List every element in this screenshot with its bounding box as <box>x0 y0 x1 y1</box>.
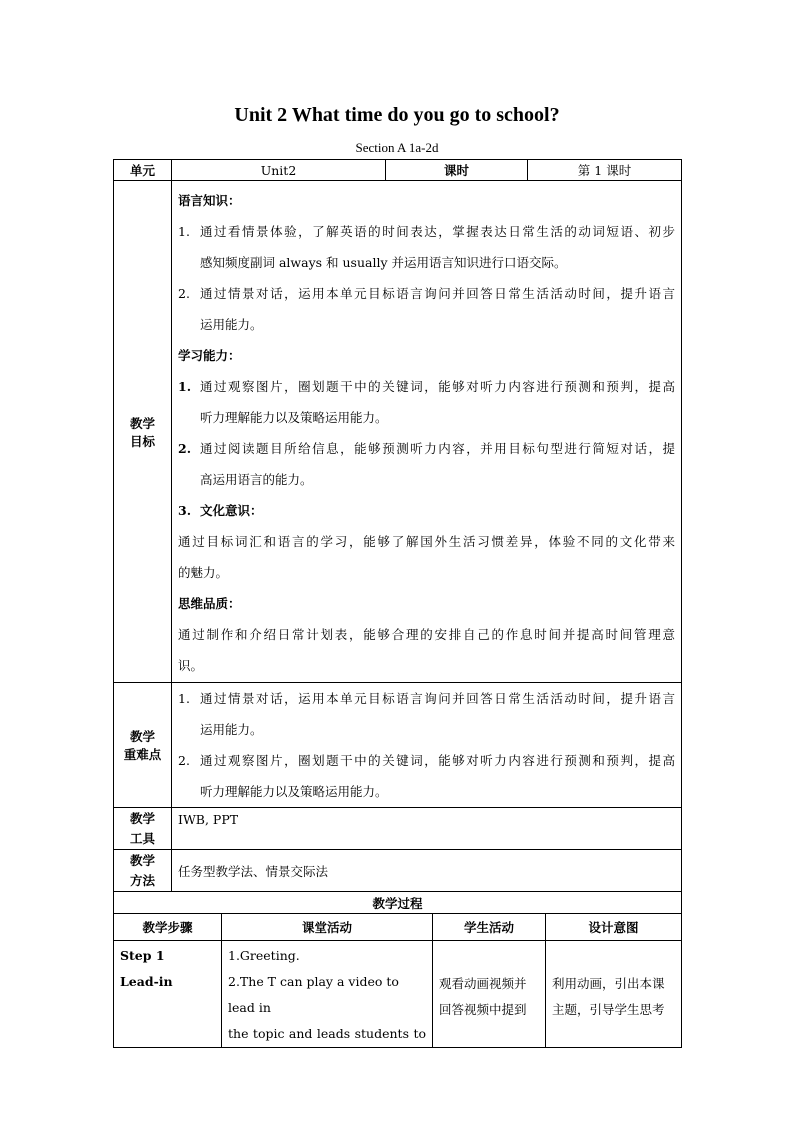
thinking-heading: 思维品质： <box>178 596 241 611</box>
document-title: Unit 2 What time do you go to school? <box>234 104 560 126</box>
period-label: 课时 <box>386 160 528 181</box>
col-student: 学生活动 <box>433 914 546 941</box>
methods-label: 教学 方法 <box>114 850 172 892</box>
tools-value: IWB, PPT <box>172 808 682 850</box>
goals-label-line1: 教学 <box>129 415 155 431</box>
step-activity: 1.Greeting. 2.The T can play a video to lead in the topic and leads students to <box>222 941 433 1048</box>
lang-item-1: 1. 通过看情景体验，了解英语的时间表达，掌握表达日常生活的动词短语、初步 感知频度副词 always 和 usually 并运用语言知识进行口语交际。 <box>178 224 675 270</box>
keypoints-label <box>114 683 172 808</box>
process-heading: 教学过程 <box>114 892 682 914</box>
culture-line-2: 的魅力。 <box>178 565 229 580</box>
col-intent: 设计意图 <box>546 914 682 941</box>
lesson-info-table <box>113 159 682 892</box>
methods-value: 任务型教学法、情景交际法 <box>172 850 682 892</box>
culture-heading: 3. 文化意识： <box>178 503 263 518</box>
learn-heading: 学习能力： <box>178 348 241 363</box>
teaching-process-table <box>113 891 682 1048</box>
col-step: 教学步骤 <box>114 914 222 941</box>
step-student-activity: 观看动画视频并 回答视频中提到 <box>433 941 546 1048</box>
keypoints-content <box>172 683 682 808</box>
keypoint-item-2: 2. 通过观察图片，圈划题干中的关键词，能够对听力内容进行预测和预判，提高 听力理解能力以及策略运用能力。 <box>178 753 675 799</box>
unit-value: Unit2 <box>172 160 386 181</box>
step-name: Step 1 Lead-in <box>114 941 222 1048</box>
learn-item-1: 1. 通过观察图片，圈划题干中的关键词，能够对听力内容进行预测和预判，提高 听力理解能力以及策略运用能力。 <box>178 379 675 425</box>
goals-label-line2: 目标 <box>129 433 155 449</box>
step-design-intent: 利用动画，引出本课 主题，引导学生思考 <box>546 941 682 1048</box>
learn-item-2: 2. 通过阅读题目所给信息，能够预测听力内容，并用目标句型进行简短对话，提 高运用语言的能力。 <box>178 441 675 487</box>
tools-label: 教学 工具 <box>114 808 172 850</box>
lang-heading: 语言知识： <box>178 193 241 208</box>
col-activity: 课堂活动 <box>222 914 433 941</box>
thinking-line-2: 识。 <box>178 658 204 673</box>
goals-content <box>172 181 682 683</box>
lang-item-2: 2. 通过情景对话，运用本单元目标语言询问并回答日常生活活动时间，提升语言 运用能力。 <box>178 286 675 332</box>
period-value: 第 1 课时 <box>528 160 682 181</box>
goals-label <box>114 181 172 683</box>
culture-line-1: 通过目标词汇和语言的学习，能够了解国外生活习惯差异，体验不同的文化带来 <box>178 534 675 549</box>
unit-label: 单元 <box>114 160 172 181</box>
document-subtitle: Section A 1a-2d <box>355 140 439 155</box>
keypoint-item-1: 1. 通过情景对话，运用本单元目标语言询问并回答日常生活活动时间，提升语言 运用能力。 <box>178 691 675 737</box>
keypoints-label-line1: 教学 <box>129 729 155 744</box>
keypoints-label-line2: 重难点 <box>123 747 162 762</box>
thinking-line-1: 通过制作和介绍日常计划表，能够合理的安排自己的作息时间并提高时间管理意 <box>178 627 675 642</box>
